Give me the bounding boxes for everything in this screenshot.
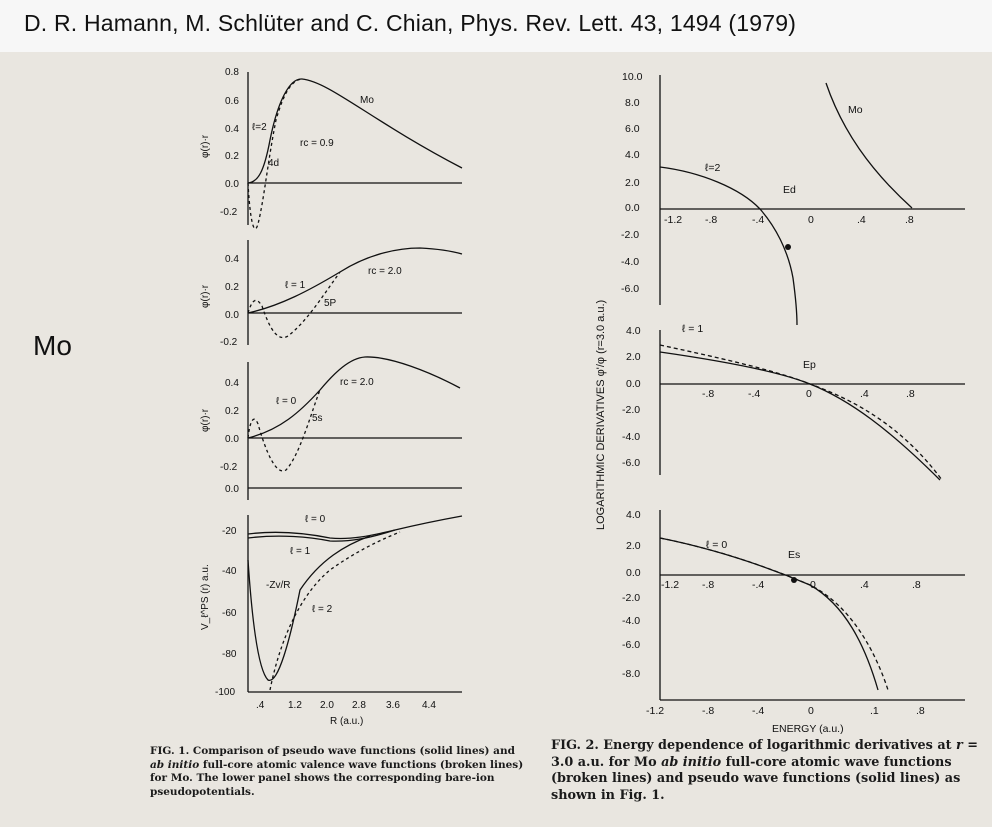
fig1-v-l2-curve — [248, 536, 370, 680]
f2s-bxtick: .8 — [916, 705, 925, 717]
f1v-tick: -20 — [222, 526, 237, 537]
fig1-d-pseudo-curve — [248, 79, 462, 183]
f2-ylabel: LOGARITHMIC DERIVATIVES φ'/φ (r=3.0 a.u.) — [595, 299, 607, 530]
f1s-ylabel: φ(r)·r — [200, 408, 211, 432]
f1v-xlabel: R (a.u.) — [330, 716, 364, 727]
figures-canvas — [0, 52, 992, 742]
f1v-zv: -Zv/R — [266, 580, 291, 591]
f2p-l: ℓ = 1 — [682, 323, 704, 335]
f1p-l: ℓ = 1 — [285, 280, 306, 291]
f2d-l: ℓ=2 — [705, 162, 721, 174]
f1v-l2: ℓ = 2 — [312, 604, 333, 615]
f1v-xtick: 3.6 — [386, 700, 400, 711]
f1v-xtick: 1.2 — [288, 700, 302, 711]
f2d-tick: 10.0 — [622, 71, 643, 83]
f1s-tick: 0.4 — [225, 378, 239, 389]
f2d-tick: -6.0 — [621, 283, 640, 295]
f2s-bxtick: 0 — [808, 705, 814, 717]
f1p-tick: 0.4 — [225, 254, 239, 265]
f2d-tick: 6.0 — [625, 123, 640, 135]
f1p-tick: -0.2 — [220, 337, 238, 348]
f2d-tick: 8.0 — [625, 97, 640, 109]
f1v-xtick: 2.0 — [320, 700, 334, 711]
f1p-orb: 5P — [324, 298, 337, 309]
fig1-tick-labels — [200, 67, 436, 727]
f1d-rc: rc = 0.9 — [300, 138, 334, 149]
f1v-xtick: 4.4 — [422, 700, 436, 711]
f1d-orb: 4d — [268, 158, 280, 169]
f2d-tick: 0.0 — [625, 202, 640, 214]
fig2-panel-p — [660, 330, 965, 480]
fig2-s-marker — [791, 577, 797, 583]
f2s-bxtick: -1.2 — [646, 705, 665, 717]
f1v-xtick: 2.8 — [352, 700, 366, 711]
f1v-l1: ℓ = 1 — [290, 546, 311, 557]
fig2-d-marker — [785, 244, 791, 250]
fig2-d-curve — [660, 167, 797, 325]
f1v-tick: -60 — [222, 608, 237, 619]
fig1-caption-part: full-core atomic valence wave functions (broken lines) for Mo. The lower panel shows the corresponding bare-ion pseudopotentials. — [150, 758, 524, 798]
f1p-ylabel: φ(r)·r — [200, 284, 211, 308]
f1d-tick: 0.2 — [225, 151, 239, 162]
f2d-mo: Mo — [848, 104, 863, 116]
f2s-xtick: -.4 — [752, 579, 765, 591]
f2d-xtick: .8 — [905, 214, 914, 226]
fig1-caption — [150, 745, 530, 799]
fig1-panel-d — [248, 72, 462, 229]
f2d-xtick: -.4 — [752, 214, 765, 226]
fig1-v-l1-curve — [248, 530, 395, 541]
fig2-caption-italic: r — [956, 738, 963, 753]
f2s-tick: 0.0 — [626, 567, 641, 579]
fig2-caption-part: full-core atomic wave functions (broken lines) and pseudo wave functions (solid lines) as shown in Fig. 1. — [551, 754, 961, 803]
f1v-xtick: .4 — [256, 700, 265, 711]
f2p-tick: 0.0 — [626, 378, 641, 390]
f2p-xtick: .4 — [860, 388, 869, 400]
f2s-xtick: -1.2 — [661, 579, 680, 591]
f2s-xtick: -.8 — [702, 579, 715, 591]
f2p-xtick: -.8 — [702, 388, 715, 400]
f2s-xtick: .8 — [912, 579, 921, 591]
f1s-orb: 5s — [312, 413, 323, 424]
element-label: Mo — [33, 330, 72, 361]
fig2-caption-italic: ab initio — [661, 754, 722, 770]
f2d-xtick: -.8 — [705, 214, 718, 226]
citation-text: D. R. Hamann, M. Schlüter and C. Chian, Phys. Rev. Lett. 43, 1494 (1979) — [24, 10, 797, 36]
fig1-v-l0-curve — [248, 516, 462, 539]
f1d-l: ℓ=2 — [252, 122, 267, 133]
f2p-tick: -6.0 — [622, 457, 641, 469]
f2p-tick: 2.0 — [626, 351, 641, 363]
f1p-rc: rc = 2.0 — [368, 266, 402, 277]
f1d-tick: 0.4 — [225, 124, 239, 135]
f2d-xtick: 0 — [808, 214, 814, 226]
f2p-tick: -2.0 — [622, 404, 641, 416]
f2s-xtick: .4 — [860, 579, 869, 591]
f1s-tick: 0.0 — [225, 484, 239, 495]
f1v-tick: -100 — [215, 687, 236, 698]
f2p-tick: 4.0 — [626, 325, 641, 337]
f2p-xtick: .8 — [906, 388, 915, 400]
f1s-rc: rc = 2.0 — [340, 377, 374, 388]
f2s-l: ℓ = 0 — [706, 539, 728, 551]
f2-xlabel: ENERGY (a.u.) — [772, 723, 844, 735]
f1d-tick: 0.0 — [225, 179, 239, 190]
f1s-tick: 0.0 — [225, 434, 239, 445]
fig1-caption-italic: ab initio — [150, 758, 200, 771]
f2s-e: Es — [788, 549, 801, 561]
f1s-tick: -0.2 — [220, 462, 238, 473]
fig2-s-solid-curve — [660, 538, 878, 690]
f2d-xtick: -1.2 — [664, 214, 683, 226]
fig1-d-allelectron-curve — [248, 79, 302, 229]
fig2-panel-d — [660, 75, 965, 325]
f2s-bxtick: -.4 — [752, 705, 765, 717]
f2s-tick: 2.0 — [626, 540, 641, 552]
f2p-xtick: -.4 — [748, 388, 761, 400]
f2s-tick: -8.0 — [622, 668, 641, 680]
f1s-tick: 0.2 — [225, 406, 239, 417]
fig2-d-upper-branch — [826, 83, 912, 208]
f2s-bxtick: -.8 — [702, 705, 715, 717]
f1v-tick: -80 — [222, 649, 237, 660]
fig2-caption-part: = 3.0 a.u. for Mo — [551, 738, 978, 770]
f2s-tick: -6.0 — [622, 639, 641, 651]
fig1-panel-p — [248, 240, 462, 345]
f2p-e: Ep — [803, 359, 816, 371]
fig2-caption-part: FIG. 2. Energy dependence of logarithmic derivatives at — [551, 738, 957, 753]
f1d-ylabel: φ(r)·r — [200, 134, 211, 158]
f1d-tick: -0.2 — [220, 207, 238, 218]
f1p-tick: 0.0 — [225, 310, 239, 321]
f2p-xtick: 0 — [806, 388, 812, 400]
fig2-p-solid-curve — [660, 352, 940, 480]
f2s-tick: -4.0 — [622, 615, 641, 627]
f2d-e: Ed — [783, 184, 796, 196]
f2s-bxtick: .1 — [870, 705, 879, 717]
f1d-tick: 0.8 — [225, 67, 239, 78]
fig1-caption-part: FIG. 1. Comparison of pseudo wave functions (solid lines) and — [150, 745, 515, 757]
fig2-caption — [551, 738, 983, 804]
citation-header — [0, 0, 992, 52]
f1p-tick: 0.2 — [225, 282, 239, 293]
f1v-tick: -40 — [222, 566, 237, 577]
f1v-l0: ℓ = 0 — [305, 514, 326, 525]
f2d-tick: 4.0 — [625, 149, 640, 161]
f2d-xtick: .4 — [857, 214, 866, 226]
fig1-p-pseudo-curve — [248, 248, 462, 313]
fig2-s-dashed-curve — [660, 538, 888, 690]
f2s-tick: 4.0 — [626, 509, 641, 521]
f2d-tick: 2.0 — [625, 177, 640, 189]
f1d-tick: 0.6 — [225, 96, 239, 107]
fig1-panel-v — [248, 515, 462, 692]
fig2-p-dashed-curve — [660, 345, 942, 480]
f2s-tick: -2.0 — [622, 592, 641, 604]
f2d-tick: -4.0 — [621, 256, 640, 268]
f2d-tick: -2.0 — [621, 229, 640, 241]
f1s-l: ℓ = 0 — [276, 396, 297, 407]
f2s-xtick: 0 — [810, 579, 816, 591]
f2p-tick: -4.0 — [622, 431, 641, 443]
f1v-ylabel: V_ℓ^PS (r) a.u. — [200, 564, 211, 630]
f1d-mo: Mo — [360, 95, 374, 106]
